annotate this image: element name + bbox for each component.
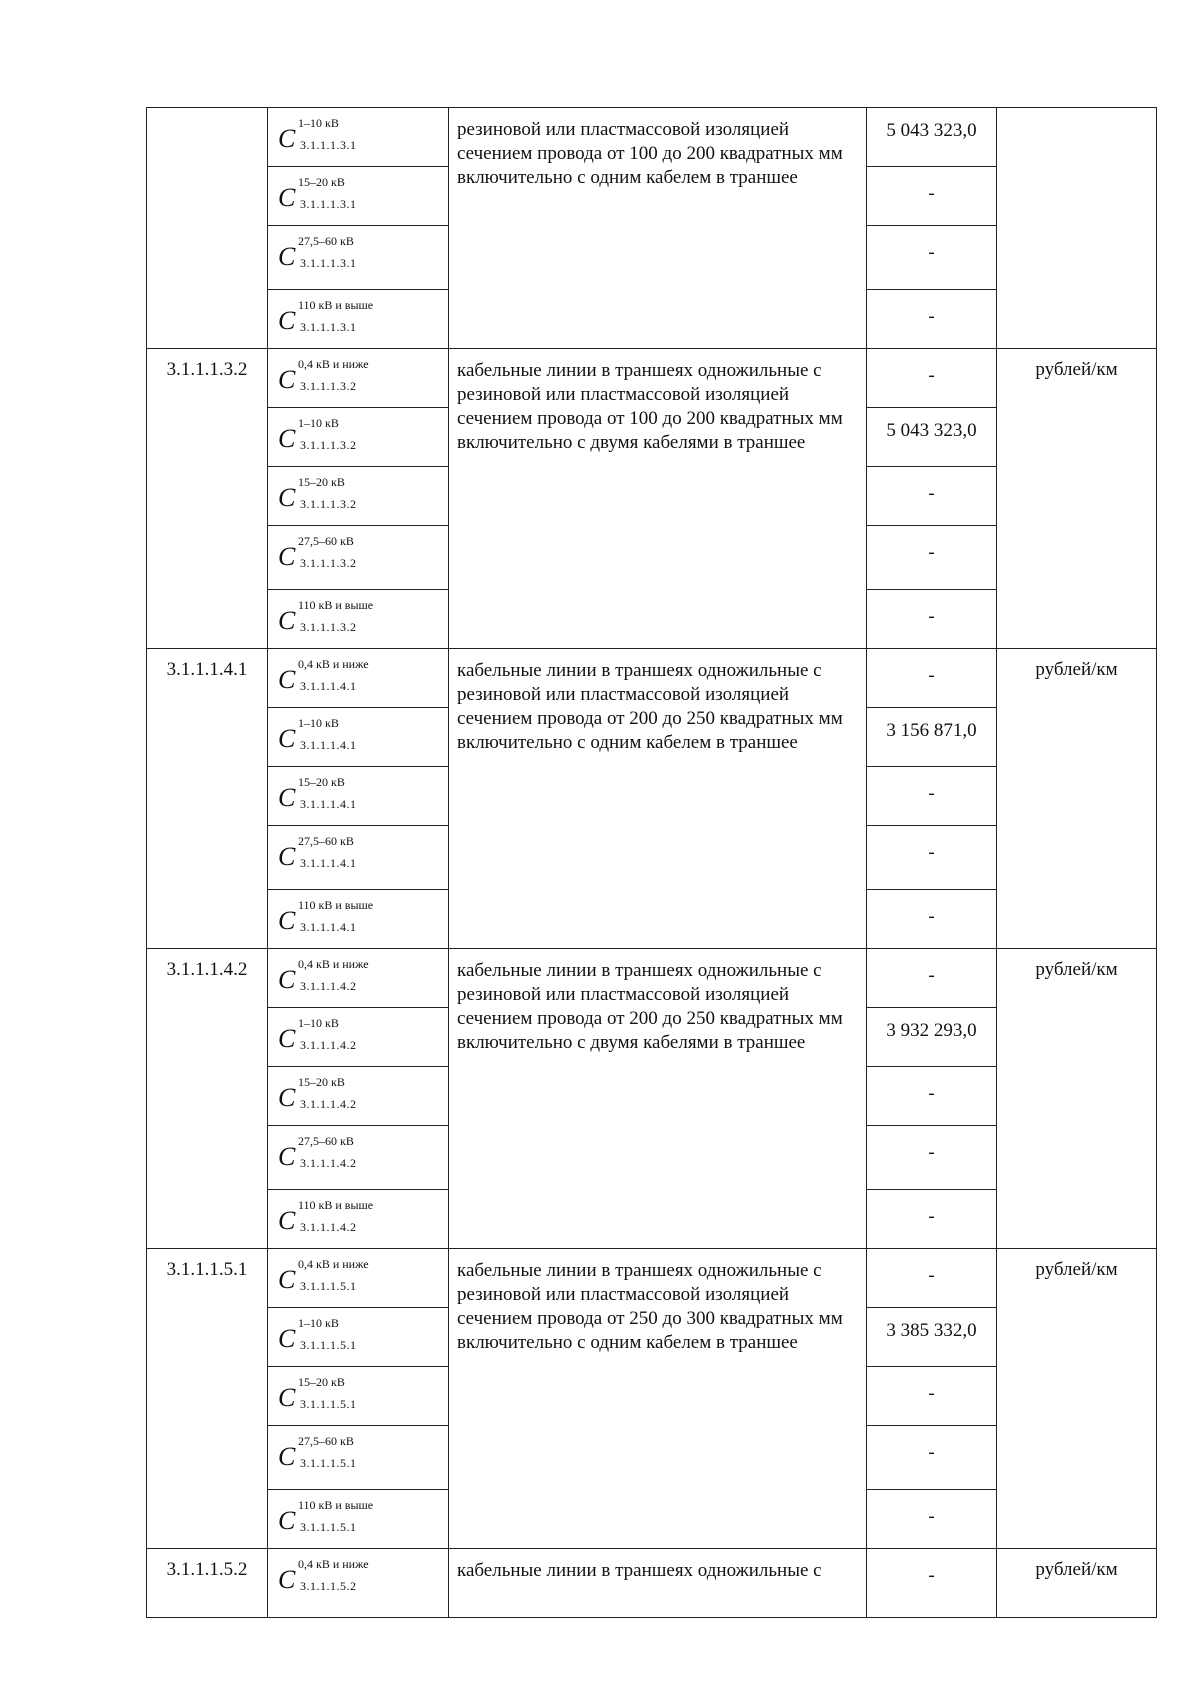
rate-value-cell — [867, 1549, 997, 1618]
rate-symbol: C — [278, 906, 296, 935]
rate-symbol: C — [278, 242, 296, 271]
rate-symbol-cell — [268, 408, 449, 467]
rate-value: - — [928, 1442, 935, 1463]
rate-value-cell — [867, 708, 997, 767]
rate-code-subscript: 3.1.1.1.4.2 — [300, 1156, 357, 1170]
rate-value-cell — [867, 649, 997, 708]
rate-symbol: C — [278, 424, 296, 453]
voltage-class-superscript: 27,5–60 кВ — [298, 1434, 354, 1448]
rate-symbol: C — [278, 124, 296, 153]
rate-value: - — [928, 906, 935, 927]
rate-symbol-cell — [268, 1190, 449, 1249]
rate-symbol: C — [278, 783, 296, 812]
rate-symbol: C — [278, 542, 296, 571]
rate-value-cell — [867, 1126, 997, 1190]
voltage-class-superscript: 110 кВ и выше — [298, 1498, 374, 1512]
rate-value-cell — [867, 826, 997, 890]
rate-value-cell — [867, 1067, 997, 1126]
rate-symbol-cell — [268, 226, 449, 290]
item-code — [147, 108, 268, 349]
rate-symbol-cell — [268, 108, 449, 167]
rate-code-subscript: 3.1.1.1.3.2 — [300, 497, 357, 511]
rate-symbol-cell — [268, 1549, 449, 1618]
table-row — [147, 949, 1157, 1008]
item-code: 3.1.1.1.4.1 — [147, 649, 268, 949]
rate-symbol: C — [278, 1142, 296, 1171]
rate-value: 5 043 323,0 — [886, 120, 977, 141]
rate-value: 5 043 323,0 — [886, 420, 977, 441]
rate-value: - — [928, 242, 935, 263]
rate-value-cell — [867, 590, 997, 649]
rate-symbol: C — [278, 1506, 296, 1535]
voltage-class-superscript: 15–20 кВ — [298, 775, 345, 789]
rate-value-cell — [867, 949, 997, 1008]
rate-symbol-cell — [268, 349, 449, 408]
rate-symbol: C — [278, 1324, 296, 1353]
rate-code-subscript: 3.1.1.1.4.1 — [300, 738, 357, 752]
item-code: 3.1.1.1.5.2 — [147, 1549, 268, 1618]
rate-symbol: C — [278, 1206, 296, 1235]
rate-code-subscript: 3.1.1.1.5.1 — [300, 1456, 357, 1470]
rate-symbol: C — [278, 665, 296, 694]
rate-code-subscript: 3.1.1.1.4.1 — [300, 856, 357, 870]
rate-symbol: C — [278, 365, 296, 394]
rate-value: 3 385 332,0 — [886, 1320, 977, 1341]
rate-symbol: C — [278, 1383, 296, 1412]
item-description: резиновой или пластмассовой изоляцией сечением провода от 100 до 200 квадратных мм включительно с одним кабелем в траншее — [449, 108, 867, 349]
rate-symbol-cell — [268, 526, 449, 590]
rate-value: - — [928, 1565, 935, 1586]
voltage-class-superscript: 0,4 кВ и ниже — [298, 1257, 369, 1271]
rate-code-subscript: 3.1.1.1.3.1 — [300, 138, 357, 152]
unit-of-measure: рублей/км — [997, 1249, 1157, 1549]
rate-symbol-cell — [268, 826, 449, 890]
item-description: кабельные линии в траншеях одножильные с резиновой или пластмассовой изоляцией сечением провода от 100 до 200 квадратных мм включительно с двумя кабелями в траншее — [449, 349, 867, 649]
voltage-class-superscript: 27,5–60 кВ — [298, 834, 354, 848]
rate-value-cell — [867, 1367, 997, 1426]
voltage-class-superscript: 0,4 кВ и ниже — [298, 1557, 369, 1571]
rate-symbol: C — [278, 1442, 296, 1471]
rate-code-subscript: 3.1.1.1.3.2 — [300, 379, 357, 393]
rate-value: - — [928, 1142, 935, 1163]
rate-symbol-cell — [268, 1008, 449, 1067]
voltage-class-superscript: 27,5–60 кВ — [298, 534, 354, 548]
table-row — [147, 1249, 1157, 1308]
rate-value-cell — [867, 767, 997, 826]
rate-code-subscript: 3.1.1.1.4.2 — [300, 1220, 357, 1234]
rate-symbol-cell — [268, 890, 449, 949]
rate-symbol-cell — [268, 949, 449, 1008]
rate-code-subscript: 3.1.1.1.3.1 — [300, 256, 357, 270]
rate-symbol: C — [278, 842, 296, 871]
unit-of-measure: рублей/км — [997, 1549, 1157, 1618]
item-code: 3.1.1.1.4.2 — [147, 949, 268, 1249]
rate-code-subscript: 3.1.1.1.5.1 — [300, 1338, 357, 1352]
rate-symbol-cell — [268, 1426, 449, 1490]
rate-value: - — [928, 365, 935, 386]
tariff-table-body — [147, 108, 1157, 1618]
rate-code-subscript: 3.1.1.1.5.1 — [300, 1279, 357, 1293]
rate-value: - — [928, 665, 935, 686]
voltage-class-superscript: 27,5–60 кВ — [298, 234, 354, 248]
rate-value: - — [928, 606, 935, 627]
rate-symbol-cell — [268, 708, 449, 767]
voltage-class-superscript: 1–10 кВ — [298, 1316, 339, 1330]
rate-symbol: C — [278, 306, 296, 335]
rate-symbol-cell — [268, 767, 449, 826]
voltage-class-superscript: 110 кВ и выше — [298, 898, 374, 912]
rate-symbol-cell — [268, 1308, 449, 1367]
rate-code-subscript: 3.1.1.1.3.2 — [300, 438, 357, 452]
rate-code-subscript: 3.1.1.1.4.2 — [300, 979, 357, 993]
rate-value-cell — [867, 890, 997, 949]
table-row — [147, 108, 1157, 167]
rate-symbol: C — [278, 1083, 296, 1112]
rate-value-cell — [867, 1426, 997, 1490]
rate-value: - — [928, 1383, 935, 1404]
rate-symbol: C — [278, 1024, 296, 1053]
rate-value-cell — [867, 408, 997, 467]
rate-symbol: C — [278, 1565, 296, 1594]
rate-symbol-cell — [268, 1067, 449, 1126]
rate-value: - — [928, 965, 935, 986]
rate-symbol-cell — [268, 1490, 449, 1549]
voltage-class-superscript: 0,4 кВ и ниже — [298, 957, 369, 971]
rate-value: - — [928, 1506, 935, 1527]
rate-value-cell — [867, 1190, 997, 1249]
voltage-class-superscript: 15–20 кВ — [298, 475, 345, 489]
rate-value-cell — [867, 167, 997, 226]
rate-symbol-cell — [268, 1126, 449, 1190]
voltage-class-superscript: 110 кВ и выше — [298, 298, 374, 312]
rate-value: - — [928, 183, 935, 204]
rate-value-cell — [867, 1490, 997, 1549]
unit-of-measure — [997, 108, 1157, 349]
rate-value-cell — [867, 108, 997, 167]
rate-value-cell — [867, 1249, 997, 1308]
unit-of-measure: рублей/км — [997, 949, 1157, 1249]
rate-code-subscript: 3.1.1.1.5.1 — [300, 1397, 357, 1411]
unit-of-measure: рублей/км — [997, 649, 1157, 949]
table-row — [147, 349, 1157, 408]
voltage-class-superscript: 15–20 кВ — [298, 1075, 345, 1089]
rate-value: 3 156 871,0 — [886, 720, 977, 741]
rate-value: - — [928, 783, 935, 804]
table-row — [147, 649, 1157, 708]
rate-value: 3 932 293,0 — [886, 1020, 977, 1041]
rate-symbol-cell — [268, 1249, 449, 1308]
rate-code-subscript: 3.1.1.1.4.1 — [300, 920, 357, 934]
voltage-class-superscript: 0,4 кВ и ниже — [298, 657, 369, 671]
rate-value-cell — [867, 1008, 997, 1067]
voltage-class-superscript: 1–10 кВ — [298, 1016, 339, 1030]
rate-symbol-cell — [268, 290, 449, 349]
rate-value-cell — [867, 349, 997, 408]
rate-symbol-cell — [268, 649, 449, 708]
rate-code-subscript: 3.1.1.1.3.2 — [300, 556, 357, 570]
voltage-class-superscript: 15–20 кВ — [298, 175, 345, 189]
rate-symbol-cell — [268, 167, 449, 226]
voltage-class-superscript: 27,5–60 кВ — [298, 1134, 354, 1148]
rate-code-subscript: 3.1.1.1.4.1 — [300, 679, 357, 693]
rate-symbol: C — [278, 483, 296, 512]
rate-symbol-cell — [268, 1367, 449, 1426]
rate-value-cell — [867, 1308, 997, 1367]
rate-value: - — [928, 842, 935, 863]
voltage-class-superscript: 1–10 кВ — [298, 416, 339, 430]
rate-symbol-cell — [268, 590, 449, 649]
voltage-class-superscript: 15–20 кВ — [298, 1375, 345, 1389]
item-description: кабельные линии в траншеях одножильные с резиновой или пластмассовой изоляцией сечением провода от 200 до 250 квадратных мм включительно с одним кабелем в траншее — [449, 649, 867, 949]
rate-symbol: C — [278, 1265, 296, 1294]
item-code: 3.1.1.1.5.1 — [147, 1249, 268, 1549]
item-description: кабельные линии в траншеях одножильные с резиновой или пластмассовой изоляцией сечением провода от 250 до 300 квадратных мм включительно с одним кабелем в траншее — [449, 1249, 867, 1549]
rate-value-cell — [867, 290, 997, 349]
rate-symbol: C — [278, 965, 296, 994]
rate-symbol-cell — [268, 467, 449, 526]
rate-symbol: C — [278, 606, 296, 635]
rate-symbol: C — [278, 183, 296, 212]
voltage-class-superscript: 110 кВ и выше — [298, 1198, 374, 1212]
rate-code-subscript: 3.1.1.1.3.2 — [300, 620, 357, 634]
voltage-class-superscript: 0,4 кВ и ниже — [298, 357, 369, 371]
rate-code-subscript: 3.1.1.1.4.2 — [300, 1038, 357, 1052]
tariff-table — [146, 107, 1157, 1618]
rate-code-subscript: 3.1.1.1.5.2 — [300, 1579, 357, 1593]
rate-code-subscript: 3.1.1.1.4.1 — [300, 797, 357, 811]
item-code: 3.1.1.1.3.2 — [147, 349, 268, 649]
voltage-class-superscript: 1–10 кВ — [298, 716, 339, 730]
table-row — [147, 1549, 1157, 1618]
rate-value: - — [928, 1265, 935, 1286]
rate-value: - — [928, 306, 935, 327]
rate-code-subscript: 3.1.1.1.4.2 — [300, 1097, 357, 1111]
rate-value-cell — [867, 226, 997, 290]
unit-of-measure: рублей/км — [997, 349, 1157, 649]
rate-value: - — [928, 1083, 935, 1104]
rate-symbol: C — [278, 724, 296, 753]
voltage-class-superscript: 110 кВ и выше — [298, 598, 374, 612]
item-description: кабельные линии в траншеях одножильные с — [449, 1549, 867, 1618]
voltage-class-superscript: 1–10 кВ — [298, 116, 339, 130]
rate-code-subscript: 3.1.1.1.3.1 — [300, 197, 357, 211]
rate-code-subscript: 3.1.1.1.3.1 — [300, 320, 357, 334]
rate-value: - — [928, 542, 935, 563]
rate-value-cell — [867, 526, 997, 590]
rate-value-cell — [867, 467, 997, 526]
rate-code-subscript: 3.1.1.1.5.1 — [300, 1520, 357, 1534]
item-description: кабельные линии в траншеях одножильные с резиновой или пластмассовой изоляцией сечением провода от 200 до 250 квадратных мм включительно с двумя кабелями в траншее — [449, 949, 867, 1249]
rate-value: - — [928, 1206, 935, 1227]
rate-value: - — [928, 483, 935, 504]
